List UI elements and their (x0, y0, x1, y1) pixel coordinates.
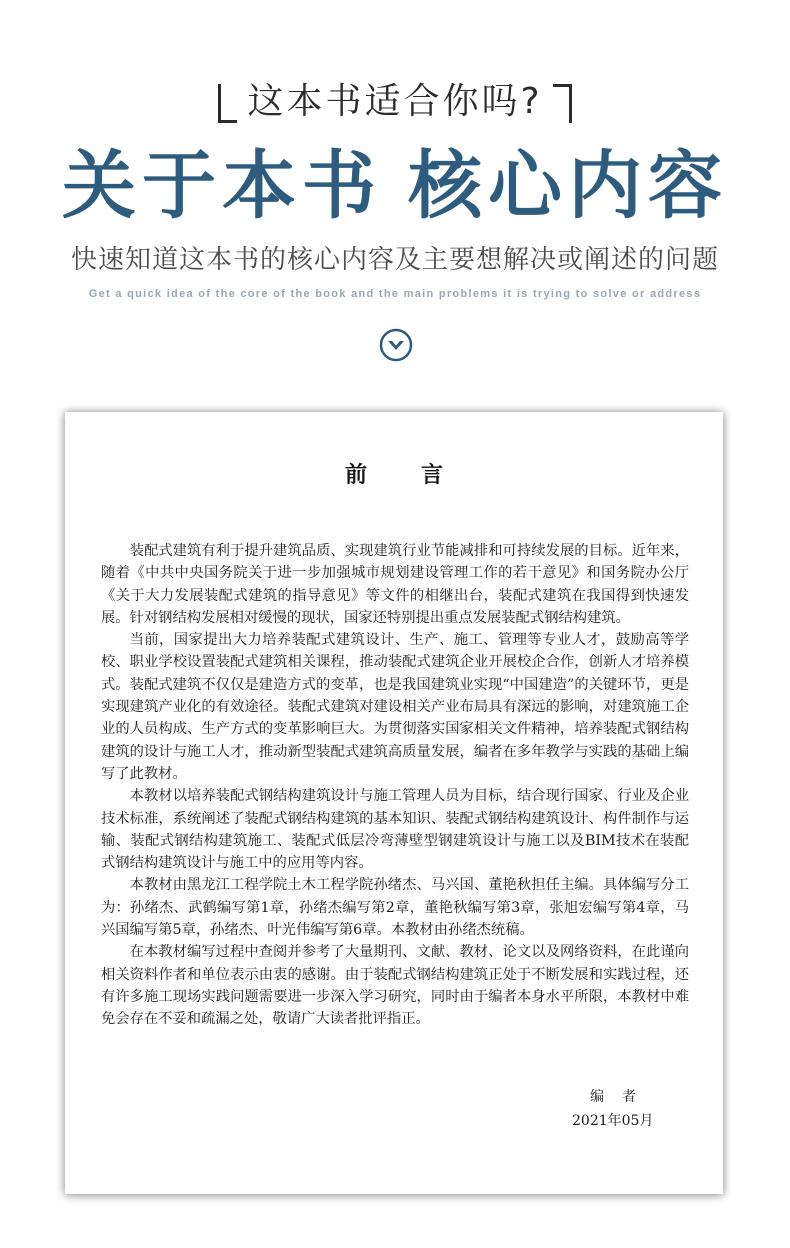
description-english: Get a quick idea of the core of the book and the main problems it is trying to solve or address (88, 288, 702, 300)
right-bracket-icon (553, 84, 572, 123)
preface-date: 2021年05月 (572, 1113, 654, 1129)
chevron-down-circle-icon[interactable] (379, 328, 413, 362)
main-title (0, 140, 790, 232)
preface-body (101, 540, 689, 1031)
preface-paragraph: 本教材以培养装配式钢结构建筑设计与施工管理人员为目标，结合现行国家、行业及企业技术标准，系统阐述了装配式钢结构建筑的基本知识、装配式钢结构建筑设计、构件制作与运输、装配式钢结构建筑施工、装配式低层冷弯薄壁型钢建筑设计与施工以及BIM技术在装配式钢结构建筑设计与施工中的应用等内容。 (101, 788, 689, 872)
left-bracket-icon (218, 84, 237, 123)
preface-title: 前言 (344, 462, 497, 488)
main-title-part2: 核心内容 (408, 143, 728, 229)
main-title-part1: 关于本书 (62, 143, 382, 229)
question-text: 这本书适合你吗? (247, 81, 543, 122)
question-heading (0, 78, 790, 126)
preface-paragraph: 装配式建筑有利于提升建筑品质、实现建筑行业节能减排和可持续发展的目标。近年来，随着《中共中央国务院关于进一步加强城市规划建设管理工作的若干意见》和国务院办公厅《关于大力发展装配式建筑的指导意见》等文件的相继出台，装配式建筑在我国得到快速发展。针对钢结构发展相对缓慢的现状，国家还特别提出重点发展装配式钢结构建筑。 (101, 543, 689, 626)
preface-paragraph: 在本教材编写过程中查阅并参考了大量期刊、文献、教材、论文以及网络资料，在此谨向相关资料作者和单位表示由衷的感谢。由于装配式钢结构建筑正处于不断发展和实践过程，还有许多施工现场实践问题需要进一步深入学习研究，同时由于编者本身水平所限，本教材中难免会存在不妥和疏漏之处，敬请广大读者批评指正。 (101, 944, 689, 1028)
preface-paragraph: 当前，国家提出大力培养装配式建筑设计、生产、施工、管理等专业人才，鼓励高等学校、职业学校设置装配式建筑相关课程，推动装配式建筑企业开展校企合作，创新人才培养模式。装配式建筑不仅仅是建造方式的变革，也是我国建筑业实现“中国建造”的关键环节，更是实现建筑产业化的有效途径。装配式建筑对建设相关产业布局具有深远的影响，对建筑施工企业的人员构成、生产方式的变革影响巨大。为贯彻落实国家相关文件精神，培养装配式钢结构建筑的设计与施工人才，推动新型装配式建筑高质量发展，编者在多年教学与实践的基础上编写了此教材。 (101, 632, 689, 782)
book-preface-page (65, 412, 723, 1194)
signature: 编者 (590, 1089, 654, 1105)
description-chinese: 快速知道这本书的核心内容及主要想解决或阐述的问题 (70, 245, 719, 275)
preface-paragraph: 本教材由黑龙江工程学院土木工程学院孙绪杰、马兴国、董艳秋担任主编。具体编写分工为：孙绪杰、武鹤编写第1章，孙绪杰编写第2章，董艳秋编写第3章，张旭宏编写第4章，马兴国编写第5章，孙绪杰、叶光伟编写第6章。本教材由孙绪杰统稿。 (101, 877, 689, 939)
header-banner (0, 0, 790, 410)
